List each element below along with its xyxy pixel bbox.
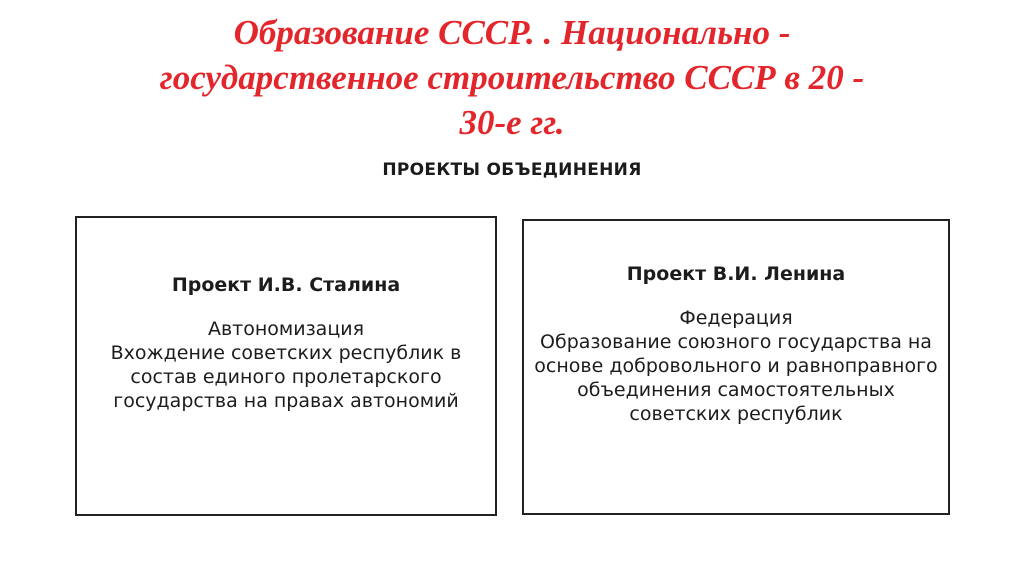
stalin-project-term: Автономизация: [207, 318, 365, 340]
stalin-project-heading: Проект И.В. Сталина: [171, 274, 401, 296]
lenin-project-heading: Проект В.И. Ленина: [626, 263, 846, 285]
stalin-project-description: Вхождение советских республик в состав единого пролетарского государства на правах автономий: [110, 342, 462, 412]
title-line-3: 30-е гг.: [459, 103, 565, 142]
title-line-2: государственное строительство СССР в 20 -: [159, 58, 865, 97]
lenin-project-card: [522, 219, 950, 515]
title-line-1: Образование СССР. . Национально -: [233, 13, 791, 52]
lenin-project-term: Федерация: [679, 307, 793, 329]
section-heading: ПРОЕКТЫ ОБЪЕДИНЕНИЯ: [382, 160, 642, 180]
stalin-project-card: [75, 216, 497, 516]
lenin-project-description: Образование союзного государства на основе добровольного и равноправного объединения самостоятельных советских республик: [534, 331, 938, 425]
page-title: [40, 10, 984, 145]
